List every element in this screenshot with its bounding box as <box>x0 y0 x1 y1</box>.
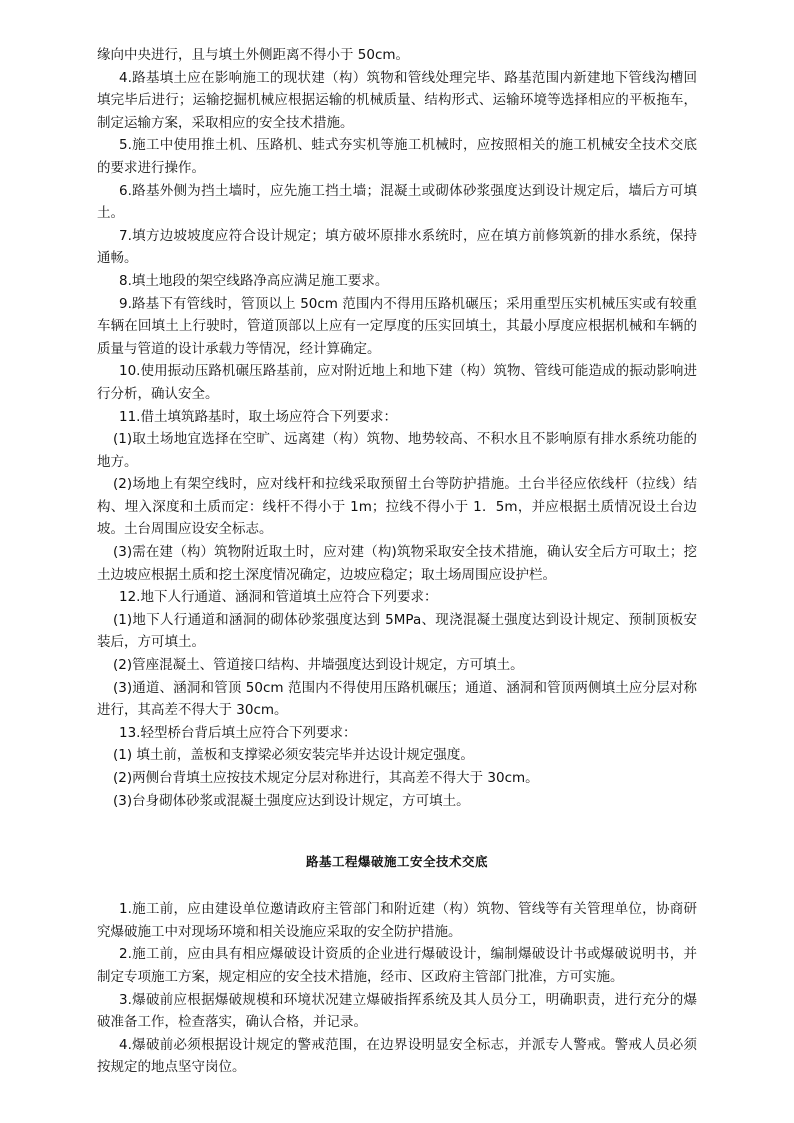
numbered-paragraph: 6.路基外侧为挡土墙时，应先施工挡土墙；混凝土或砌体砂浆强度达到设计规定后，墙后方可填土。 <box>97 182 697 222</box>
sub-item-paragraph: (1) 填土前，盖板和支撑梁必须安装完毕并达设计规定强度。 <box>113 747 474 764</box>
sub-item-paragraph: (3)需在建（构）筑物附近取土时，应对建（构)筑物采取安全技术措施，确认安全后方可取土；挖土边坡应根据土质和挖土深度情况确定，边坡应稳定；取土场周围应设护栏。 <box>97 544 697 583</box>
numbered-paragraph: 4.路基填土应在影响施工的现状建（构）筑物和管线处理完毕、路基范围内新建地下管线沟槽回填完毕后进行；运输挖掘机械应根据运输的机械质量、结构形式、运输环境等选择相应的平板拖车，制定运输方案，采取相应的安全技术措施。 <box>97 69 697 131</box>
numbered-paragraph: 2.施工前，应由具有相应爆破设计资质的企业进行爆破设计，编制爆破设计书或爆破说明书，并制定专项施工方案，规定相应的安全技术措施，经市、区政府主管部门批准，方可实施。 <box>97 946 697 985</box>
numbered-paragraph: 10.使用振动压路机碾压路基前，应对附近地上和地下建（构）筑物、管线可能造成的振动影响进行分析，确认安全。 <box>97 363 697 402</box>
numbered-paragraph: 11.借土填筑路基时，取土场应符合下列要求： <box>119 408 397 425</box>
document-body <box>97 44 697 1079</box>
numbered-paragraph: 12.地下人行通道、涵洞和管道填土应符合下列要求： <box>119 589 438 606</box>
sub-item-paragraph: (1)取土场地宜选择在空旷、远离建（构）筑物、地势较高、不积水且不影响原有排水系统功能的地方。 <box>97 431 697 470</box>
sub-item-paragraph: (2)场地上有架空线时，应对线杆和拉线采取预留土台等防护措施。土台半径应依线杆（拉线）结构、埋入深度和土质而定：线杆不得小于 1m；拉线不得小于 1．5m，并应根据土质情况设土台边坡。土台周围应设安全标志。 <box>97 476 697 538</box>
numbered-paragraph: 5.施工中使用推土机、压路机、蛙式夯实机等施工机械时，应按照相关的施工机械安全技术交底的要求进行操作。 <box>97 137 697 176</box>
sub-item-paragraph: (3)台身砌体砂浆或混凝土强度应达到设计规定，方可填土。 <box>113 792 470 809</box>
numbered-paragraph: 1.施工前，应由建设单位邀请政府主管部门和附近建（构）筑物、管线等有关管理单位，协商研究爆破施工中对现场环境和相关设施应采取的安全防护措施。 <box>97 901 697 940</box>
numbered-paragraph: 4.爆破前必须根据设计规定的警戒范围，在边界设明显安全标志，并派专人警戒。警戒人员必须按规定的地点坚守岗位。 <box>97 1036 697 1076</box>
numbered-paragraph: 3.爆破前应根据爆破规模和环境状况建立爆破指挥系统及其人员分工，明确职责，进行充分的爆破准备工作，检查落实，确认合格，并记录。 <box>97 991 697 1031</box>
section-heading: 路基工程爆破施工安全技术交底 <box>305 854 488 870</box>
numbered-paragraph: 13.轻型桥台背后填土应符合下列要求： <box>119 724 357 741</box>
numbered-paragraph: 9.路基下有管线时，管顶以上 50cm 范围内不得用压路机碾压；采用重型压实机械压实或有较重车辆在回填土上行驶时，管道顶部以上应有一定厚度的压实回填土，其最小厚度应根据机械和车辆的质量与管道的设计承载力等情况，经计算确定。 <box>97 295 697 357</box>
sub-item-paragraph: (3)通道、涵洞和管顶 50cm 范围内不得使用压路机碾压；通道、涵洞和管顶两侧填土应分层对称进行，其高差不得大于 30cm。 <box>97 679 697 719</box>
section-blasting <box>97 898 697 1079</box>
continued-paragraph: 缘向中央进行，且与填土外侧距离不得小于 50cm。 <box>97 47 410 63</box>
numbered-paragraph: 7.填方边坡坡度应符合设计规定；填方破坏原排水系统时，应在填方前修筑新的排水系统，保持通畅。 <box>97 227 697 267</box>
sub-item-paragraph: (1)地下人行通道和涵洞的砌体砂浆强度达到 5MPa、现浇混凝土强度达到设计规定、预制顶板安装后，方可填土。 <box>97 611 697 651</box>
section-roadbed-fill <box>97 44 697 812</box>
sub-item-paragraph: (2)两侧台背填土应按技术规定分层对称进行，其高差不得大于 30cm。 <box>113 770 539 786</box>
sub-item-paragraph: (2)管座混凝土、管道接口结构、井墙强度达到设计规定，方可填土。 <box>113 657 524 674</box>
numbered-paragraph: 8.填土地段的架空线路净高应满足施工要求。 <box>119 272 389 289</box>
